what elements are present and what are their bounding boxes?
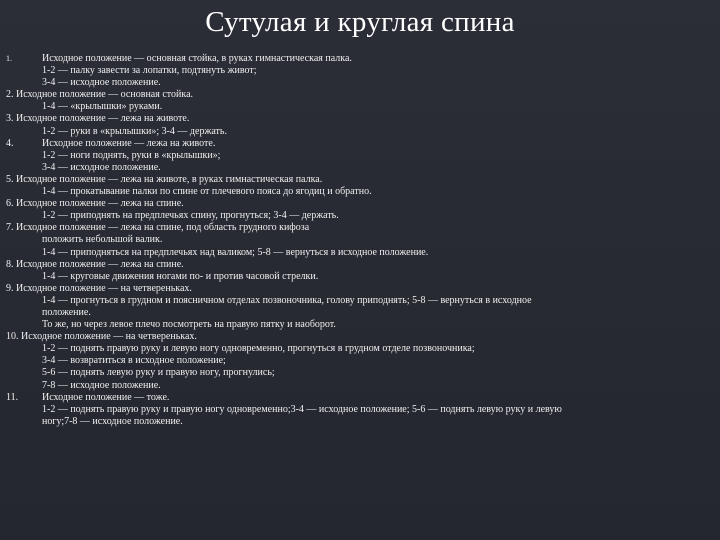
list-item-11 bbox=[6, 392, 710, 428]
list-item-7 bbox=[6, 222, 710, 258]
item-line: Исходное положение — лежа на спине. bbox=[16, 258, 184, 270]
item-number: 4. bbox=[6, 137, 14, 149]
item-line: Исходное положение — на четвереньках. bbox=[21, 331, 197, 343]
item-line: 3-4 — исходное положение. bbox=[42, 161, 161, 173]
list-item-9 bbox=[6, 283, 710, 331]
item-line: 1-4 — приподняться на предплечьях над валиком; 5-8 — вернуться в исходное положение. bbox=[42, 246, 429, 258]
item-line: ногу;7-8 — исходное положение. bbox=[42, 415, 183, 427]
item-number: 10. bbox=[6, 331, 21, 343]
item-line: 7-8 — исходное положение. bbox=[42, 379, 161, 391]
list-item-2 bbox=[6, 89, 710, 113]
list-item-8 bbox=[6, 259, 710, 283]
item-line: Исходное положение — лежа на животе. bbox=[42, 137, 216, 149]
item-line: 1-4 — «крылышки» руками. bbox=[42, 101, 163, 113]
item-number: 7. bbox=[6, 222, 16, 234]
item-line: Исходное положение — основная стойка, в руках гимнастическая палка. bbox=[42, 53, 352, 64]
item-line: 1-2 — поднять правую руку и левую ногу одновременно, прогнуться в грудном отделе позвоночника; bbox=[42, 343, 475, 355]
list-item-4 bbox=[6, 138, 710, 174]
item-line: Исходное положение — тоже. bbox=[42, 391, 170, 403]
item-number: 8. bbox=[6, 258, 16, 270]
list-item-6 bbox=[6, 198, 710, 222]
list-item-3 bbox=[6, 113, 710, 137]
item-line: Исходное положение — лежа на животе, в руках гимнастическая палка. bbox=[16, 173, 323, 185]
item-number: 5. bbox=[6, 173, 16, 185]
exercise-list bbox=[6, 53, 710, 428]
item-line: 1-2 — поднять правую руку и правую ногу одновременно;3-4 — исходное положение; 5-6 — поднять левую руку и левую bbox=[42, 403, 562, 415]
item-number: 1. bbox=[6, 54, 12, 63]
item-number: 3. bbox=[6, 113, 16, 125]
item-line: Исходное положение — лежа на спине. bbox=[16, 198, 184, 210]
item-line: 5-6 — поднять левую руку и правую ногу, прогнулись; bbox=[42, 367, 275, 379]
item-line: 1-2 — приподнять на предплечьях спину, прогнуться; 3-4 — держать. bbox=[42, 210, 339, 222]
item-line: То же, но через левое плечо посмотреть на правую пятку и наоборот. bbox=[42, 319, 336, 331]
item-number: 11. bbox=[6, 391, 19, 403]
item-line: положение. bbox=[42, 306, 91, 318]
item-line: 1-4 — прогнуться в грудном и поясничном отделах позвоночника, голову приподнять; 5-8 — вернуться в исходное bbox=[42, 294, 532, 306]
item-line: Исходное положение — на четвереньках. bbox=[16, 282, 192, 294]
list-item-5 bbox=[6, 174, 710, 198]
item-number: 6. bbox=[6, 198, 16, 210]
item-line: 1-2 — руки в «крылышки»; 3-4 — держать. bbox=[42, 125, 227, 137]
item-line: 1-2 — палку завести за лопатки, подтянуть живот; bbox=[42, 65, 257, 77]
item-line: Исходное положение — лежа на спине, под область грудного кифоза bbox=[16, 222, 310, 234]
list-item-1 bbox=[6, 53, 710, 89]
item-number: 2. bbox=[6, 89, 16, 101]
item-line: 1-4 — прокатывание палки по спине от плечевого пояса до ягодиц и обратно. bbox=[42, 186, 372, 198]
item-line: 1-2 — ноги поднять, руки в «крылышки»; bbox=[42, 149, 221, 161]
item-line: положить небольшой валик. bbox=[42, 234, 163, 246]
slide-title: Сутулая и круглая спина bbox=[205, 6, 515, 38]
list-item-10 bbox=[6, 331, 710, 391]
item-line: Исходное положение — лежа на животе. bbox=[16, 113, 190, 125]
item-line: Исходное положение — основная стойка. bbox=[16, 89, 194, 101]
item-line: 3-4 — исходное положение. bbox=[42, 77, 161, 89]
item-line: 3-4 — возвратиться в исходное положение; bbox=[42, 355, 226, 367]
item-line: 1-4 — круговые движения ногами по- и против часовой стрелки. bbox=[42, 270, 319, 282]
item-number: 9. bbox=[6, 282, 16, 294]
